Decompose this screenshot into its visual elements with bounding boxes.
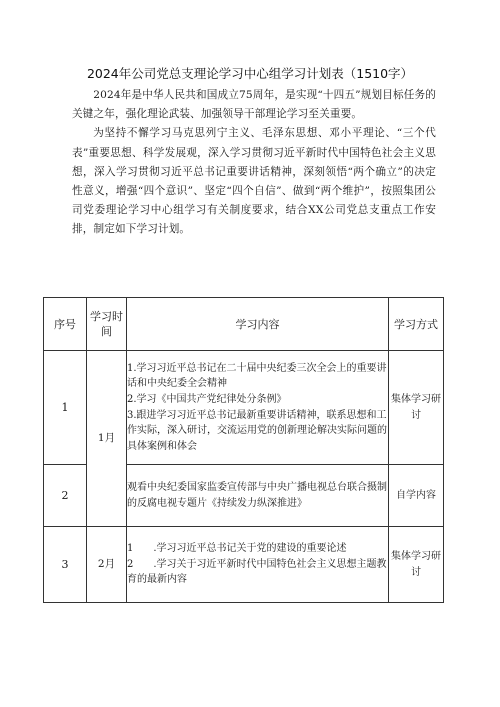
row-3-time: 2月 <box>87 527 127 603</box>
row-2-content <box>127 465 389 527</box>
header-method: 学习方式 <box>389 298 444 351</box>
header-time: 学习时间 <box>87 298 127 351</box>
row-3-content <box>127 527 389 603</box>
row-1-item-2: 2.学习《中国共产党纪律处分条例》 <box>127 393 287 405</box>
table-row <box>44 351 444 465</box>
header-num: 序号 <box>44 298 87 351</box>
row-1-time: 1月 <box>87 351 127 527</box>
row-2-method: 自学内容 <box>389 465 444 527</box>
row-3-item-1: 1 .学习习近平总书记关于党的建设的重要论述 <box>127 543 347 555</box>
row-1-content <box>127 351 389 465</box>
row-3-method: 集体学习研讨 <box>389 527 444 603</box>
row-3-num: 3 <box>44 527 87 603</box>
header-content: 学习内容 <box>127 298 389 351</box>
intro-paragraph-1: 2024年是中华人民共和国成立75周年，是实现“十四五”规划目标任务的关键之年，强化理论武装、加强领导干部理论学习至关重要。 <box>72 89 436 121</box>
intro-paragraph-2: 为坚持不懈学习马克思列宁主义、毛泽东思想、邓小平理论、“三个代表”重要思想、科学发展观，深入学习贯彻习近平新时代中国特色社会主义思想，深入学习贯彻习近平总书记重要讲话精神，深刻领悟“两个确立”的决定性意义，增强“四个意识”、坚定“四个自信”、做到“两个维护”，按照集团公司党委理论学习中心组学习有关制度要求，结合XX公司党总支重点工作安排，制定如下学习计划。 <box>72 127 436 236</box>
row-1-item-3: 3.跟进学习习近平总书记最新重要讲话精神，联系思想和工作实际，深入研讨，交流运用党的创新理论解决实际问题的具体案例和体会 <box>127 409 387 452</box>
table-row <box>44 527 444 603</box>
row-1-num: 1 <box>44 351 87 465</box>
row-1-item-1: 1.学习习近平总书记在二十届中央纪委三次全会上的重要讲话和中央纪委全会精神 <box>127 362 387 390</box>
row-2-num: 2 <box>44 465 87 527</box>
study-plan-table <box>43 297 444 603</box>
row-2-item-1: 观看中央纪委国家监委宣传部与中央广播电视总台联合摄制的反腐电视专题片《持续发力纵深推进》 <box>127 481 387 509</box>
intro-text <box>72 86 436 240</box>
table-header-row <box>44 298 444 351</box>
row-1-method: 集体学习研讨 <box>389 351 444 465</box>
document-title: 2024年公司党总支理论学习中心组学习计划表（1510字） <box>86 66 414 81</box>
row-3-item-2: 2 .学习关于习近平新时代中国特色社会主义思想主题教育的最新内容 <box>127 558 387 586</box>
